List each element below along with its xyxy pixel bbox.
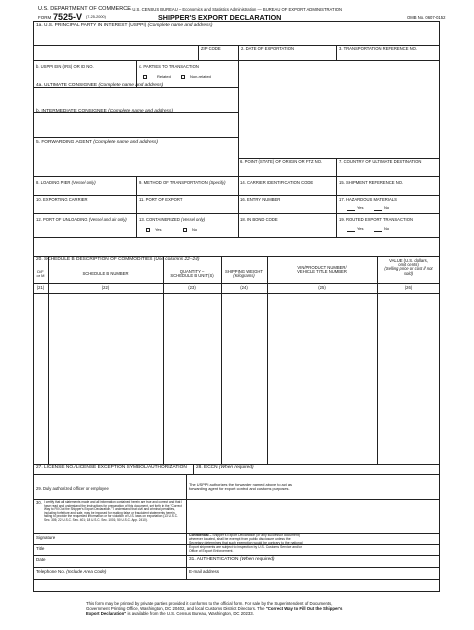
- field-20-label: 20. SCHEDULE B DESCRIPTION OF COMMODITIES (Use columns 22–24): [36, 257, 200, 262]
- field-10-label: 10. EXPORTING CARRIER: [36, 197, 88, 202]
- rule: [136, 176, 137, 237]
- agency-subtitle: — U.S. CENSUS BUREAU – Economics and Statistics Administration — BUREAU OF EXPORT ADMINISTRATION: [127, 6, 343, 12]
- col-25-number: (25): [318, 285, 326, 290]
- field-19-label: 19. ROUTED EXPORT TRANSACTION: [339, 217, 413, 222]
- rule: [33, 579, 440, 580]
- field-1b-label: b. USPPI EIN (IRS) OR ID NO.: [36, 64, 94, 69]
- field-c-label: c. PARTIES TO TRANSACTION: [139, 64, 199, 69]
- field-6-label: 6. POINT (STATE) OF ORIGIN OR FTZ NO.: [240, 159, 323, 164]
- field-18-label: 18. IN BOND CODE: [240, 217, 278, 222]
- rule: [33, 237, 440, 238]
- zip-code-label: ZIP CODE: [201, 46, 221, 51]
- rule: [336, 158, 337, 237]
- field-8-label: 8. LOADING PIER (Vessel only): [36, 180, 96, 185]
- field-12-label: 12. PORT OF UNLOADING (Vessel and air only): [36, 217, 127, 222]
- col-vin-header: VIN/PRODUCT NUMBER/ VEHICLE TITLE NUMBER: [297, 265, 347, 275]
- email-label: E-mail address: [189, 569, 220, 574]
- rule: [238, 45, 239, 237]
- field-5-label: 5. FORWARDING AGENT (Complete name and address): [36, 140, 159, 145]
- related-label: Related: [157, 74, 171, 79]
- rule: [33, 474, 440, 475]
- field-30-certification: I certify that all statements made and all information contained herein are true and correct and that I have read and understand the instructions for preparation of this document, set forth in the "Correct Way to Fill Out the Shipper's Export Declaration." I understand that civil and criminal penalties, including forfeiture and sale, may be imposed for making false or fraudulent statements herein, failing to provide the requested information or for violation of U.S. laws on exportation (13 U.S.C. Sec. 305; 22 U.S.C. Sec. 401; 18 U.S.C. Sec. 1001; 50 U.S.C. App. 2410).: [44, 500, 183, 522]
- containerized-yes-checkbox[interactable]: [146, 228, 150, 232]
- rule: [33, 213, 440, 214]
- form-label: FORM: [38, 15, 52, 20]
- rule: [193, 464, 194, 474]
- col-value-header: VALUE (U.S. dollars, omit cents) (Selling price or cost if not sold): [384, 258, 433, 276]
- signature-label: Signature: [36, 535, 56, 540]
- hazmat-yes-line[interactable]: [347, 210, 355, 211]
- col-weight-header: SHIPPING WEIGHT (Kilograms): [225, 269, 263, 279]
- form-date: (7-25-2000): [86, 15, 106, 19]
- hazmat-yes-label: Yes: [357, 205, 364, 210]
- field-16-label: 16. ENTRY NUMBER: [240, 197, 281, 202]
- field-13-label: 13. CONTAINERIZED (Vessel only): [139, 217, 206, 222]
- field-29-text: The USPPI authorizes the forwarder named above to act as forwarding agent for export control and customs purposes.: [189, 482, 292, 492]
- field-29-label: 29. Duly authorized officer or employee: [36, 486, 109, 491]
- col-schedule-b-header: SCHEDULE B NUMBER: [82, 271, 129, 276]
- col-24-number: (24): [240, 285, 248, 290]
- routed-yes-line[interactable]: [347, 231, 355, 232]
- export-inspection-note: Export shipments are subject to inspection by U.S. Customs Service and/or Office of Export Enforcement.: [189, 545, 302, 553]
- col-22-number: (22): [101, 285, 110, 290]
- rule: [33, 567, 440, 568]
- routed-no-line[interactable]: [374, 231, 382, 232]
- containerized-no-label: No: [192, 227, 198, 232]
- containerized-no-checkbox[interactable]: [183, 228, 187, 232]
- rule: [33, 555, 440, 556]
- omb-number: OMB No. 0607-0152: [407, 15, 446, 20]
- field-4b-label: b. INTERMEDIATE CONSIGNEE (Complete name and address): [36, 109, 173, 114]
- non-related-label: Non-related: [190, 74, 211, 79]
- rule: [198, 45, 199, 60]
- field-28-label: 28. ECCN (When required): [196, 465, 254, 470]
- confidential-note: Confidential – Shipper's Export Declaration (or any successor document) wherever located, shall be exempt from public disclosure unless the Secretary determines that such exemption would be contrary to the national: [189, 534, 303, 544]
- field-17-label: 17. HAZARDOUS MATERIALS: [339, 197, 397, 202]
- form-number: 7525-V: [53, 12, 83, 22]
- hazmat-no-line[interactable]: [374, 210, 382, 211]
- form-title: SHIPPER'S EXPORT DECLARATION: [158, 13, 282, 22]
- rule: [336, 45, 337, 60]
- non-related-checkbox[interactable]: [181, 75, 185, 79]
- footnote: This form may be printed by private parties provided it conforms to the official form. For sale by the Superintendent of Documents, Government Printing Office, Washington, DC 20402, and local Customs District Directors. The "Correct Way to Fill Out the Shipper's Export Declaration" is available from the U.S. Census Bureau, Washington, DC 20233.: [86, 601, 343, 617]
- col-26-number: (26): [404, 285, 413, 290]
- field-3-label: 3. TRANSPORTATION REFERENCE NO.: [339, 46, 418, 51]
- rule: [33, 176, 440, 177]
- routed-no-label: No: [384, 226, 390, 231]
- field-14-label: 14. CARRIER IDENTIFICATION CODE: [240, 180, 314, 185]
- telephone-label: Telephone No. (Include Area Code): [36, 569, 107, 574]
- rule: [33, 60, 440, 61]
- related-checkbox[interactable]: [143, 75, 147, 79]
- hazmat-no-label: No: [384, 205, 390, 210]
- field-11-label: 11. PORT OF EXPORT: [139, 197, 183, 202]
- field-7-label: 7. COUNTRY OF ULTIMATE DESTINATION: [339, 159, 422, 164]
- field-4a-label: 4a. ULTIMATE CONSIGNEE (Complete name and address): [36, 83, 164, 88]
- agency-name: U.S. DEPARTMENT OF COMMERCE: [38, 6, 131, 12]
- field-27-label: 27. LICENSE NO./LICENSE EXCEPTION SYMBOL/AUTHORIZATION: [36, 465, 187, 470]
- field-2-label: 2. DATE OF EXPORTATION: [241, 46, 294, 51]
- date-label: Date: [36, 557, 46, 562]
- rule: [186, 474, 187, 579]
- col-21-number: (21): [36, 285, 45, 290]
- field-15-label: 15. SHIPMENT REFERENCE NO.: [339, 180, 404, 185]
- routed-yes-label: Yes: [357, 226, 364, 231]
- col-quantity-header: QUANTITY – SCHEDULE B UNIT(S): [170, 269, 214, 279]
- field-9-label: 9. METHOD OF TRANSPORTATION (Specify): [139, 180, 226, 185]
- containerized-yes-label: Yes: [155, 227, 162, 232]
- rule: [33, 137, 238, 138]
- title-label: Title: [36, 546, 45, 551]
- rule: [33, 293, 440, 294]
- rule: [33, 195, 440, 196]
- field-1a-label: 1a. U.S. PRINCIPAL PARTY IN INTEREST (USPPI) (Complete name and address): [36, 23, 213, 28]
- field-31-label: 31. AUTHENTICATION (When required): [189, 557, 275, 562]
- col-23-number: (23): [188, 285, 196, 290]
- rule: [33, 283, 440, 284]
- field-30-number: 30.: [36, 500, 42, 505]
- col-df-header: D/F or M: [36, 269, 45, 278]
